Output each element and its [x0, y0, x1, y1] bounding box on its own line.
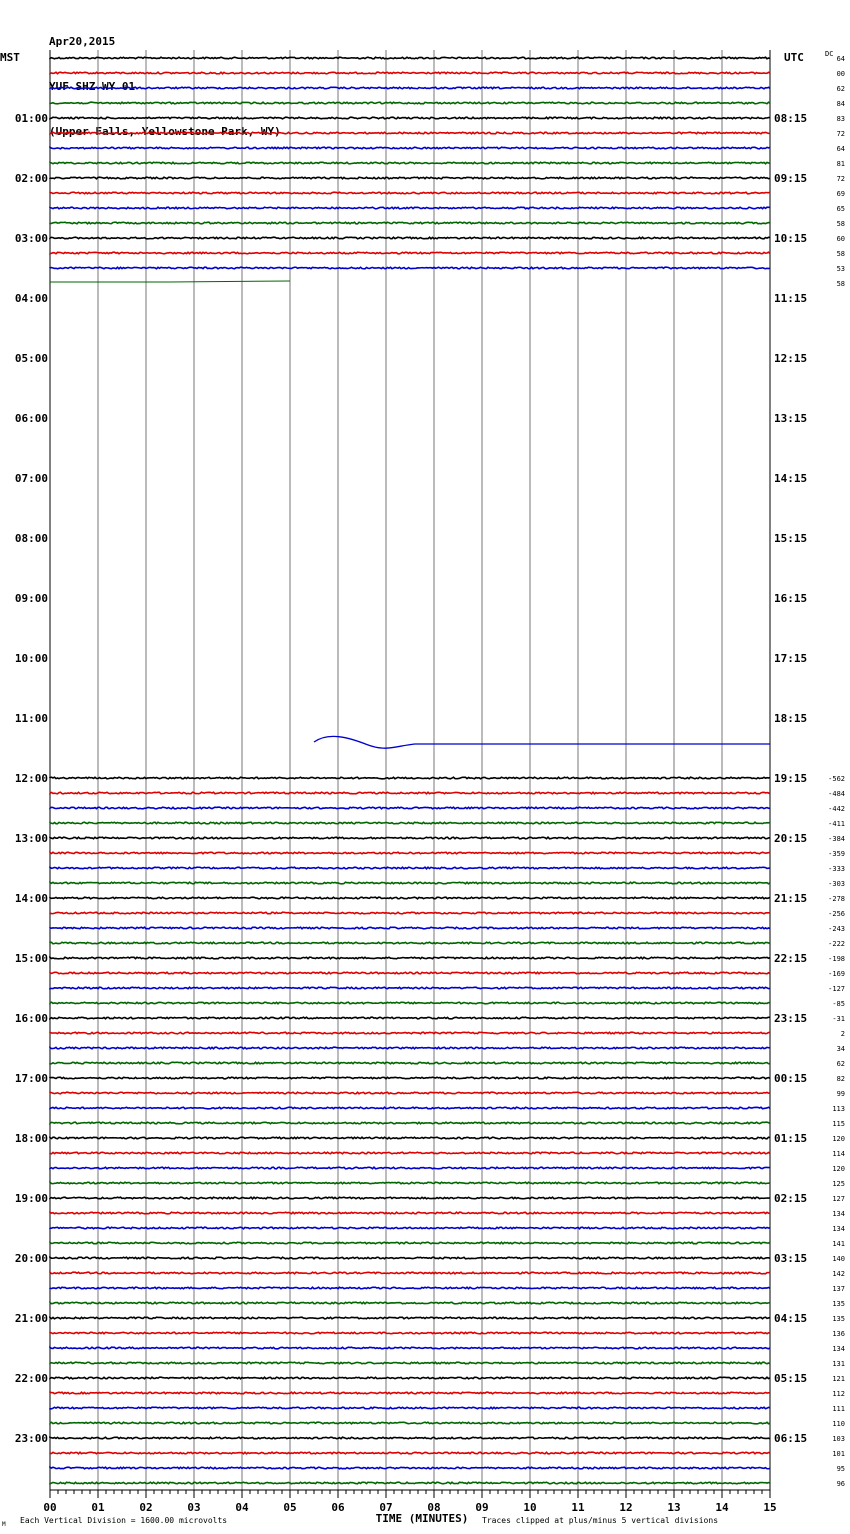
- dc-offset-label: 134: [832, 1210, 845, 1218]
- hour-label-mst: 15:00: [14, 952, 48, 965]
- hour-label-mst: 17:00: [14, 1072, 48, 1085]
- hour-label-mst: 11:00: [14, 712, 48, 725]
- trace-row-90: [50, 1407, 770, 1409]
- trace-row-75: [50, 1182, 770, 1184]
- dc-offset-label: 65: [836, 205, 845, 213]
- trace-row-69: [50, 1092, 770, 1094]
- dc-offset-label: -278: [828, 895, 845, 903]
- dc-offset-label: 81: [836, 160, 845, 168]
- hour-label-mst: 01:00: [14, 112, 48, 125]
- hour-label-utc: 04:15: [774, 1312, 808, 1325]
- hour-label-mst: 23:00: [14, 1432, 48, 1445]
- trace-row-93: [50, 1452, 770, 1454]
- x-tick-label: 04: [235, 1501, 249, 1514]
- dc-offset-label: 120: [832, 1135, 845, 1143]
- hour-label-mst: 09:00: [14, 592, 48, 605]
- trace-row-71: [50, 1122, 770, 1124]
- x-tick-label: 01: [91, 1501, 105, 1514]
- hour-label-mst: 04:00: [14, 292, 48, 305]
- dc-offset-label: 82: [836, 1075, 845, 1083]
- hour-label-utc: 20:15: [774, 832, 808, 845]
- dc-offset-label: 114: [832, 1150, 845, 1158]
- dc-offset-label: 120: [832, 1165, 845, 1173]
- dc-offset-label: 72: [836, 130, 845, 138]
- plot-labels: [0, 50, 845, 1528]
- dc-offset-label: -484: [828, 790, 845, 798]
- trace-row-57: [50, 912, 770, 914]
- trace-row-84: [50, 1317, 770, 1319]
- trace-row-6: [50, 147, 770, 149]
- dc-offset-label: 95: [836, 1465, 845, 1473]
- trace-row-7: [50, 162, 770, 164]
- trace-row-55: [50, 882, 770, 884]
- dc-offset-label: -198: [828, 955, 845, 963]
- trace-row-89: [50, 1392, 770, 1394]
- x-tick-label: 12: [619, 1501, 633, 1514]
- dc-label: DC: [825, 50, 834, 58]
- trace-row-62: [50, 987, 770, 989]
- hour-label-utc: 05:15: [774, 1372, 808, 1385]
- trace-row-95: [50, 1482, 770, 1484]
- dc-offset-label: 134: [832, 1225, 845, 1233]
- dc-offset-label: 64: [836, 145, 845, 153]
- hour-label-mst: 19:00: [14, 1192, 48, 1205]
- dc-offset-label: 62: [836, 1060, 845, 1068]
- hour-label-utc: 13:15: [774, 412, 808, 425]
- trace-row-86: [50, 1347, 770, 1349]
- dc-offset-label: -384: [828, 835, 845, 843]
- trace-row-1: [50, 72, 770, 74]
- dc-offset-label: 134: [832, 1345, 845, 1353]
- hour-label-utc: 14:15: [774, 472, 808, 485]
- dc-offset-label: -85: [832, 1000, 845, 1008]
- trace-row-80: [50, 1257, 770, 1259]
- trace-row-9: [50, 192, 770, 194]
- dc-offset-label: 96: [836, 1480, 845, 1488]
- trace-row-65: [50, 1032, 770, 1034]
- hour-label-utc: 17:15: [774, 652, 808, 665]
- x-tick-label: 08: [427, 1501, 441, 1514]
- dc-offset-label: 84: [836, 100, 845, 108]
- hour-label-utc: 11:15: [774, 292, 808, 305]
- hour-label-mst: 21:00: [14, 1312, 48, 1325]
- trace-row-2: [50, 87, 770, 89]
- dc-offset-label: 137: [832, 1285, 845, 1293]
- clipping-note: Traces clipped at plus/minus 5 vertical divisions: [482, 1516, 719, 1525]
- dc-offset-label: -169: [828, 970, 845, 978]
- trace-row-58: [50, 927, 770, 929]
- x-tick-label: 14: [715, 1501, 729, 1514]
- dc-offset-label: -31: [832, 1015, 845, 1023]
- hour-label-mst: 18:00: [14, 1132, 48, 1145]
- dc-offset-label: 00: [836, 70, 845, 78]
- dc-offset-label: 58: [836, 220, 845, 228]
- dc-offset-label: 101: [832, 1450, 845, 1458]
- trace-row-13: [50, 252, 770, 254]
- hour-label-utc: 23:15: [774, 1012, 808, 1025]
- dc-offset-label: 64: [836, 55, 845, 63]
- dc-offset-label: 135: [832, 1315, 845, 1323]
- trace-row-4: [50, 117, 770, 119]
- trace-row-73: [50, 1152, 770, 1154]
- hour-label-utc: 09:15: [774, 172, 808, 185]
- x-tick-label: 11: [571, 1501, 585, 1514]
- trace-row-81: [50, 1272, 770, 1274]
- trace-row-48: [50, 777, 770, 779]
- dc-offset-label: 142: [832, 1270, 845, 1278]
- trace-row-94: [50, 1467, 770, 1469]
- trace-row-12: [50, 237, 770, 239]
- trace-row-3: [50, 102, 770, 104]
- trace-row-64: [50, 1017, 770, 1019]
- trace-row-54: [50, 867, 770, 869]
- trace-row-68: [50, 1077, 770, 1079]
- x-tick-label: 13: [667, 1501, 681, 1514]
- trace-row-82: [50, 1287, 770, 1289]
- dc-offset-label: -222: [828, 940, 845, 948]
- trace-row-77: [50, 1212, 770, 1214]
- dc-offset-label: 2: [840, 1030, 845, 1038]
- x-tick-label: 02: [139, 1501, 153, 1514]
- hour-label-utc: 22:15: [774, 952, 808, 965]
- dc-offset-label: 115: [832, 1120, 845, 1128]
- dc-offset-label: 103: [832, 1435, 845, 1443]
- x-tick-label: 06: [331, 1501, 345, 1514]
- chart-date: Apr20,2015: [49, 35, 116, 48]
- trace-row-56: [50, 897, 770, 899]
- hour-label-mst: 12:00: [14, 772, 48, 785]
- hour-label-utc: 15:15: [774, 532, 808, 545]
- dc-offset-label: 121: [832, 1375, 845, 1383]
- hour-label-mst: 05:00: [14, 352, 48, 365]
- x-tick-label: 00: [43, 1501, 57, 1514]
- trace-row-14: [50, 267, 770, 269]
- dc-offset-label: 53: [836, 265, 845, 273]
- trace-row-88: [50, 1377, 770, 1379]
- hour-label-utc: 16:15: [774, 592, 808, 605]
- hour-label-utc: 08:15: [774, 112, 808, 125]
- x-axis-title: TIME (MINUTES): [375, 1512, 469, 1525]
- hour-label-utc: 12:15: [774, 352, 808, 365]
- trace-row-92: [50, 1437, 770, 1439]
- hour-label-utc: 00:15: [774, 1072, 808, 1085]
- dc-offset-label: 34: [836, 1045, 845, 1053]
- dc-offset-label: -243: [828, 925, 845, 933]
- vertical-division-note: Each Vertical Division = 1600.00 microvolts: [20, 1516, 228, 1525]
- dc-offset-label: 58: [836, 280, 845, 288]
- dc-offset-label: -256: [828, 910, 845, 918]
- trace-row-5: [50, 132, 770, 134]
- trace-row-63: [50, 1002, 770, 1004]
- dc-offset-label: -442: [828, 805, 845, 813]
- dc-offset-label: 58: [836, 250, 845, 258]
- hour-label-utc: 10:15: [774, 232, 808, 245]
- trace-row-72: [50, 1137, 770, 1139]
- dc-offset-label: 60: [836, 235, 845, 243]
- dc-offset-label: 140: [832, 1255, 845, 1263]
- hour-label-utc: 21:15: [774, 892, 808, 905]
- hour-label-utc: 01:15: [774, 1132, 808, 1145]
- dc-offset-label: 127: [832, 1195, 845, 1203]
- hour-label-mst: 03:00: [14, 232, 48, 245]
- x-tick-label: 07: [379, 1501, 393, 1514]
- dc-offset-label: 112: [832, 1390, 845, 1398]
- hour-label-mst: 22:00: [14, 1372, 48, 1385]
- trace-row-51: [50, 822, 770, 824]
- dc-offset-label: 113: [832, 1105, 845, 1113]
- hour-label-utc: 02:15: [774, 1192, 808, 1205]
- dc-offset-label: 69: [836, 190, 845, 198]
- hour-label-mst: 07:00: [14, 472, 48, 485]
- trace-row-76: [50, 1197, 770, 1199]
- trace-row-0: [50, 57, 770, 59]
- trace-row-70: [50, 1107, 770, 1109]
- trace-row-66: [50, 1047, 770, 1049]
- hour-label-utc: 03:15: [774, 1252, 808, 1265]
- dc-offset-label: -411: [828, 820, 845, 828]
- trace-row-11: [50, 222, 770, 224]
- trace-row-74: [50, 1167, 770, 1169]
- trace-row-61: [50, 972, 770, 974]
- left-timezone-label: MST: [0, 51, 20, 64]
- trace-row-67: [50, 1062, 770, 1064]
- trace-row-59: [50, 942, 770, 944]
- hour-label-utc: 18:15: [774, 712, 808, 725]
- dc-offset-label: -303: [828, 880, 845, 888]
- hour-label-mst: 06:00: [14, 412, 48, 425]
- hour-label-utc: 06:15: [774, 1432, 808, 1445]
- x-tick-label: 09: [475, 1501, 489, 1514]
- dc-offset-label: 131: [832, 1360, 845, 1368]
- hour-label-mst: 16:00: [14, 1012, 48, 1025]
- dc-offset-label: -127: [828, 985, 845, 993]
- trace-row-79: [50, 1242, 770, 1244]
- corner-mark: M: [2, 1521, 6, 1528]
- hour-label-mst: 10:00: [14, 652, 48, 665]
- trace-row-15-partial: [50, 281, 290, 282]
- x-tick-label: 05: [283, 1501, 297, 1514]
- hour-label-mst: 14:00: [14, 892, 48, 905]
- dc-offset-label: -359: [828, 850, 845, 858]
- plot-traces: [50, 57, 770, 1484]
- dc-offset-label: -562: [828, 775, 845, 783]
- trace-row-10: [50, 207, 770, 209]
- trace-row-52: [50, 837, 770, 839]
- trace-row-87: [50, 1362, 770, 1364]
- chart-station: YUF SHZ WY 01: [49, 80, 136, 93]
- right-timezone-label: UTC: [784, 51, 804, 64]
- hour-label-mst: 02:00: [14, 172, 48, 185]
- chart-location: (Upper Falls, Yellowstone Park, WY): [49, 125, 281, 138]
- dc-offset-label: 99: [836, 1090, 845, 1098]
- hour-label-utc: 19:15: [774, 772, 808, 785]
- dc-offset-label: 110: [832, 1420, 845, 1428]
- dc-offset-label: 72: [836, 175, 845, 183]
- trace-row-60: [50, 957, 770, 959]
- dc-offset-label: -333: [828, 865, 845, 873]
- dc-offset-label: 141: [832, 1240, 845, 1248]
- trace-row-49: [50, 792, 770, 794]
- dc-offset-label: 62: [836, 85, 845, 93]
- hour-label-mst: 20:00: [14, 1252, 48, 1265]
- hour-label-mst: 08:00: [14, 532, 48, 545]
- trace-row-83: [50, 1302, 770, 1304]
- hour-label-mst: 13:00: [14, 832, 48, 845]
- x-tick-label: 15: [763, 1501, 777, 1514]
- trace-row-91: [50, 1422, 770, 1424]
- trace-row-78: [50, 1227, 770, 1229]
- trace-row-50: [50, 807, 770, 809]
- dc-offset-label: 83: [836, 115, 845, 123]
- trace-row-46: [314, 736, 770, 748]
- trace-row-85: [50, 1332, 770, 1334]
- x-tick-label: 03: [187, 1501, 201, 1514]
- dc-offset-label: 111: [832, 1405, 845, 1413]
- dc-offset-label: 135: [832, 1300, 845, 1308]
- dc-offset-label: 125: [832, 1180, 845, 1188]
- trace-row-8: [50, 177, 770, 179]
- trace-row-53: [50, 852, 770, 854]
- dc-offset-label: 136: [832, 1330, 845, 1338]
- x-tick-label: 10: [523, 1501, 537, 1514]
